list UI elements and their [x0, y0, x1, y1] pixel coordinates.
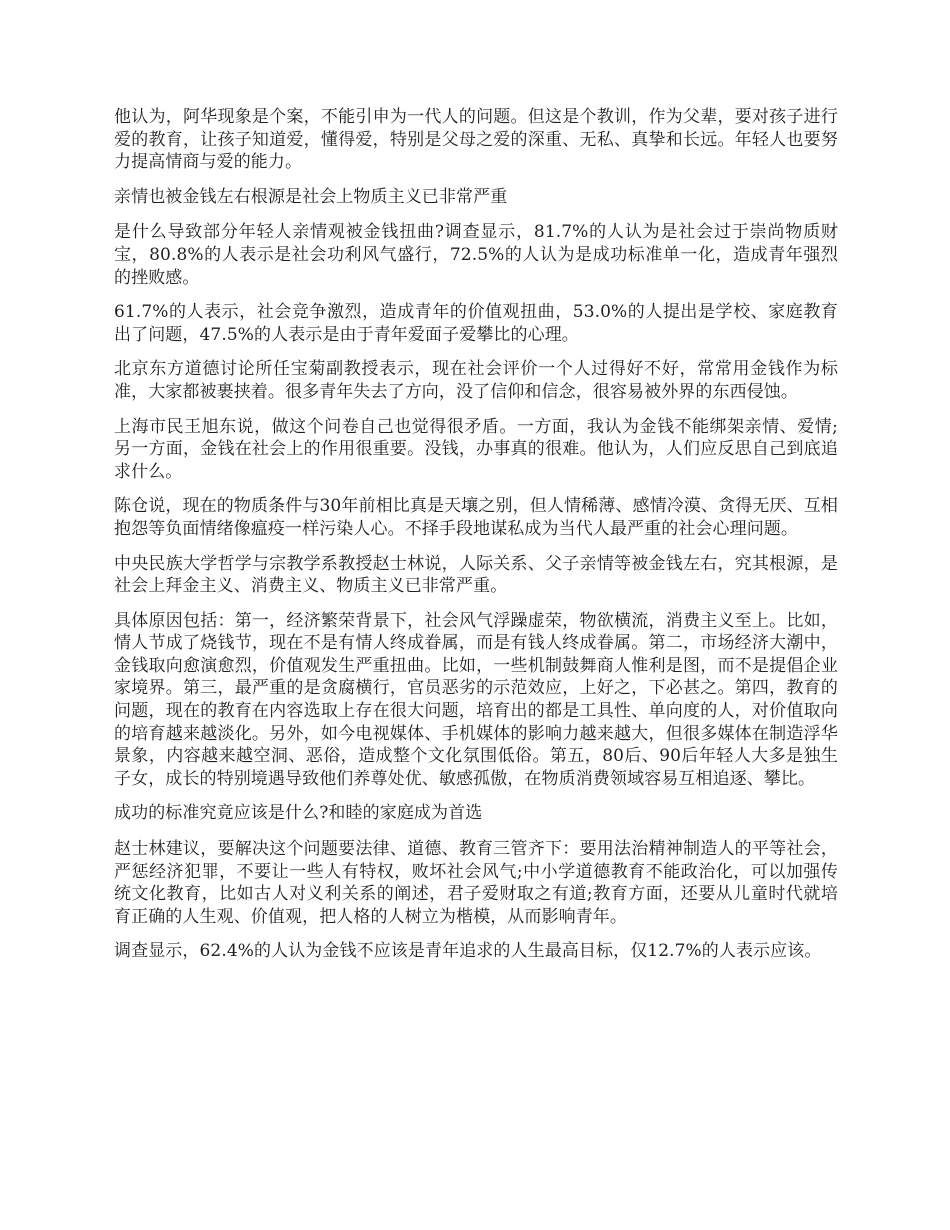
body-paragraph: 赵士林建议，要解决这个问题要法律、道德、教育三管齐下：要用法治精神制造人的平等社会，严惩经济犯罪，不要让一些人有特权，败坏社会风气;中小学道德教育不能政治化，可以加强传统文化教育，比如古人对义利关系的阐述，君子爱财取之有道;教育方面，还要从儿童时代就培育正确的人生观、价值观，把人格的人树立为楷模，从而影响青年。 [114, 839, 838, 927]
body-paragraph: 上海市民王旭东说，做这个问卷自己也觉得很矛盾。一方面，我认为金钱不能绑架亲情、爱情;另一方面，金钱在社会上的作用很重要。没钱，办事真的很难。他认为，人们应反思自己到底追求什么。 [114, 416, 838, 482]
body-paragraph: 具体原因包括：第一，经济繁荣背景下，社会风气浮躁虚荣，物欲横流，消费主义至上。比如，情人节成了烧钱节，现在不是有情人终成眷属，而是有钱人终成眷属。第二，市场经济大潮中，金钱取向愈演愈烈，价值观发生严重扭曲。比如，一些机制鼓舞商人惟利是图，而不是提倡企业家境界。第三，最严重的是贪腐横行，官员恶劣的示范效应，上好之，下必甚之。第四，教育的问题，现在的教育在内容选取上存在很大问题，培育出的都是工具性、单向度的人，对价值取向的培育越来越淡化。另外，如今电视媒体、手机媒体的影响力越来越大，但很多媒体在制造浮华景象，内容越来越空洞、恶俗，造成整个文化氛围低俗。第五，80后、90后年轻人大多是独生子女，成长的特别境遇导致他们养尊处优、敏感孤傲，在物质消费领域容易互相追逐、攀比。 [114, 610, 838, 789]
body-paragraph: 北京东方道德讨论所任宝菊副教授表示，现在社会评价一个人过得好不好，常常用金钱作为标准，大家都被裹挟着。很多青年失去了方向，没了信仰和信念，很容易被外界的东西侵蚀。 [114, 359, 838, 402]
section-heading: 亲情也被金钱左右根源是社会上物质主义已非常严重 [114, 186, 508, 207]
body-paragraph: 他认为，阿华现象是个案，不能引申为一代人的问题。但这是个教训，作为父辈，要对孩子进行爱的教育，让孩子知道爱，懂得爱，特别是父母之爱的深重、无私、真挚和长远。年轻人也要努力提高情商与爱的能力。 [114, 107, 838, 173]
body-paragraph: 61.7%的人表示，社会竞争激烈，造成青年的价值观扭曲，53.0%的人提出是学校、家庭教育出了问题，47.5%的人表示是由于青年爱面子爱攀比的心理。 [114, 302, 838, 345]
body-paragraph: 是什么导致部分年轻人亲情观被金钱扭曲?调查显示，81.7%的人认为是社会过于崇尚物质财宝，80.8%的人表示是社会功利风气盛行，72.5%的人认为是成功标准单一化，造成青年强烈的挫败感。 [114, 222, 838, 288]
body-paragraph: 调查显示，62.4%的人认为金钱不应该是青年追求的人生最高目标，仅12.7%的人表示应该。 [114, 941, 822, 962]
body-paragraph: 陈仓说，现在的物质条件与30年前相比真是天壤之别，但人情稀薄、感情冷漠、贪得无厌、互相抱怨等负面情绪像瘟疫一样污染人心。不择手段地谋私成为当代人最严重的社会心理问题。 [114, 496, 838, 539]
body-paragraph: 中央民族大学哲学与宗教学系教授赵士林说，人际关系、父子亲情等被金钱左右，究其根源，是社会上拜金主义、消费主义、物质主义已非常严重。 [114, 553, 838, 597]
section-heading: 成功的标准究竟应该是什么?和睦的家庭成为首选 [114, 803, 483, 824]
